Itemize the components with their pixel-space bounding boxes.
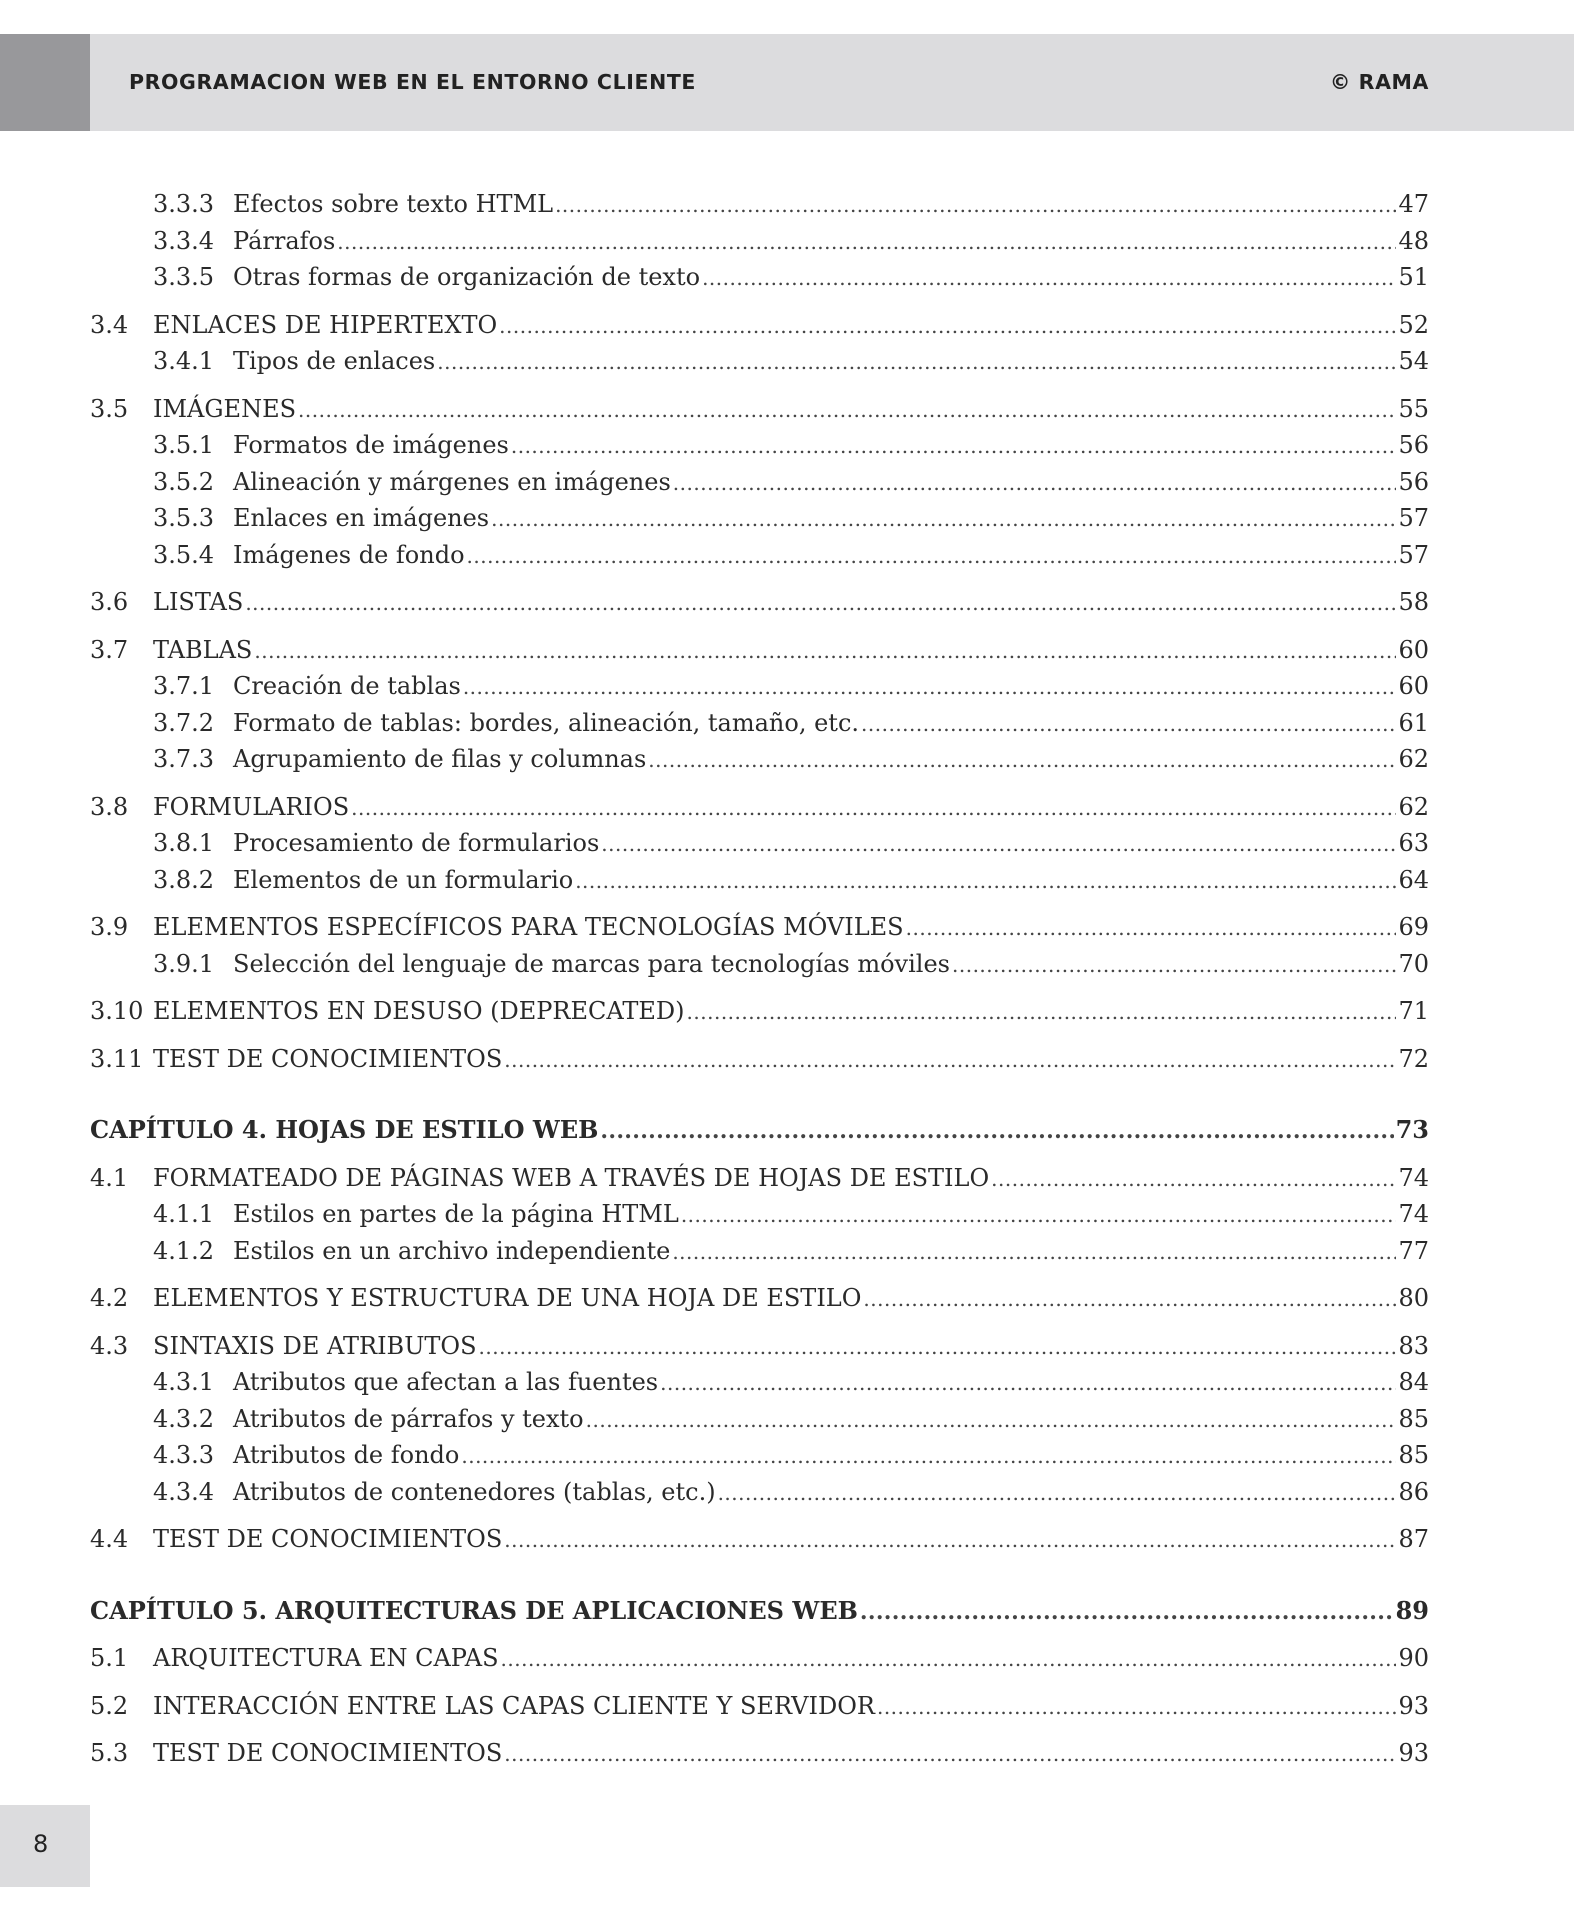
dot-leader <box>863 1281 1396 1318</box>
toc-entry[interactable] <box>90 632 1429 669</box>
toc-entry-title: ELEMENTOS EN DESUSO (DEPRECATED) <box>153 997 685 1025</box>
dot-leader <box>681 1197 1397 1234</box>
dot-leader <box>861 706 1396 743</box>
toc-entry-page: 87 <box>1398 1525 1429 1553</box>
dot-leader <box>437 344 1396 381</box>
toc-entry[interactable] <box>90 1196 1429 1233</box>
toc-entry-title: ENLACES DE HIPERTEXTO <box>153 310 498 339</box>
toc-entry-number: 3.3.5 <box>153 263 215 291</box>
toc-entry-number: 3.7.1 <box>153 672 215 700</box>
toc-entry-page: 51 <box>1398 263 1429 291</box>
toc-entry-title: Agrupamiento de filas y columnas <box>233 745 647 773</box>
toc-entry-number: 4.3.1 <box>153 1368 215 1396</box>
toc-entry[interactable] <box>90 1401 1429 1438</box>
dot-leader <box>511 428 1397 465</box>
toc-entry[interactable] <box>90 1688 1429 1725</box>
toc-entry-page: 60 <box>1398 672 1429 700</box>
toc-entry[interactable] <box>90 307 1429 344</box>
toc-entry[interactable] <box>90 223 1429 260</box>
toc-entry-title: FORMULARIOS <box>153 792 350 821</box>
toc-entry[interactable] <box>90 259 1429 296</box>
publisher-mark: © RAMA <box>1329 70 1429 94</box>
dot-leader <box>906 910 1397 947</box>
toc-entry-page: 58 <box>1398 588 1429 616</box>
dot-leader <box>600 1113 1393 1150</box>
toc-entry-number: 3.5.2 <box>153 467 215 496</box>
toc-entry-title: Formatos de imágenes <box>233 431 509 459</box>
toc-entry[interactable] <box>90 1041 1429 1078</box>
toc-entry-page: 62 <box>1398 792 1429 821</box>
dot-leader <box>672 1234 1396 1271</box>
dot-leader <box>337 224 1396 261</box>
toc-entry-title: TEST DE CONOCIMIENTOS <box>153 1739 503 1767</box>
dot-leader <box>463 669 1397 706</box>
dot-leader <box>601 826 1396 863</box>
toc-entry-title: Alineación y márgenes en imágenes <box>233 467 671 496</box>
dot-leader <box>298 392 1396 429</box>
toc-chapter-entry[interactable] <box>90 1593 1429 1630</box>
toc-entry-number: 3.5.4 <box>153 540 215 569</box>
toc-entry-number: 3.8 <box>90 792 129 821</box>
toc-entry-number: 3.5.3 <box>153 504 215 532</box>
toc-entry-number: 4.1.1 <box>153 1200 215 1228</box>
toc-entry-title: Atributos que afectan a las fuentes <box>233 1368 659 1396</box>
toc-entry-title: TEST DE CONOCIMIENTOS <box>153 1044 503 1073</box>
toc-entry-number: 4.1 <box>90 1163 129 1192</box>
toc-entry[interactable] <box>90 1233 1429 1270</box>
toc-entry-page: 63 <box>1398 829 1429 857</box>
toc-entry[interactable] <box>90 1328 1429 1365</box>
toc-entry-page: 69 <box>1398 913 1429 941</box>
toc-entry[interactable] <box>90 862 1429 899</box>
toc-entry[interactable] <box>90 705 1429 742</box>
toc-entry-page: 56 <box>1398 431 1429 459</box>
toc-entry[interactable] <box>90 1735 1429 1772</box>
toc-entry[interactable] <box>90 825 1429 862</box>
toc-entry-number: 4.3.2 <box>153 1404 215 1433</box>
toc-entry-number: 3.8.2 <box>153 865 215 894</box>
toc-entry-page: 60 <box>1398 635 1429 664</box>
toc-entry-title: Estilos en partes de la página HTML <box>233 1200 679 1228</box>
dot-leader <box>499 308 1396 345</box>
toc-entry-page: 71 <box>1398 997 1429 1025</box>
toc-entry-title: LISTAS <box>153 588 244 616</box>
toc-entry[interactable] <box>90 789 1429 826</box>
toc-entry[interactable] <box>90 1364 1429 1401</box>
dot-leader <box>479 1329 1397 1366</box>
toc-entry-number: 3.7.3 <box>153 745 215 773</box>
toc-entry-number: 3.7 <box>90 635 129 664</box>
toc-entry-page: 54 <box>1398 347 1429 375</box>
toc-entry-number: 3.5.1 <box>153 431 215 459</box>
dot-leader <box>702 260 1396 297</box>
toc-entry-title: Atributos de fondo <box>233 1441 460 1469</box>
toc-entry-number: 3.3.4 <box>153 226 215 255</box>
dot-leader <box>555 187 1396 224</box>
toc-entry[interactable] <box>90 668 1429 705</box>
dot-leader <box>660 1365 1396 1402</box>
toc-entry-title: Efectos sobre texto HTML <box>233 190 554 218</box>
toc-entry-page: 57 <box>1398 540 1429 569</box>
table-of-contents <box>90 186 1429 1772</box>
toc-entry-title: Otras formas de organización de texto <box>233 263 701 291</box>
dot-leader <box>351 790 1396 827</box>
toc-chapter-title: CAPÍTULO 4. HOJAS DE ESTILO WEB <box>90 1115 599 1144</box>
dot-leader <box>467 538 1397 575</box>
toc-entry-title: IMÁGENES <box>153 394 297 423</box>
toc-entry-number: 3.11 <box>90 1044 144 1073</box>
running-header <box>0 34 1574 131</box>
toc-entry-title: Estilos en un archivo independiente <box>233 1236 671 1265</box>
toc-entry-number: 4.3.3 <box>153 1441 215 1469</box>
toc-entry-title: ELEMENTOS ESPECÍFICOS PARA TECNOLOGÍAS MÓVILES <box>153 913 904 941</box>
dot-leader <box>491 501 1396 538</box>
dot-leader <box>504 1042 1396 1079</box>
toc-entry[interactable] <box>90 1640 1429 1677</box>
toc-entry-page: 85 <box>1398 1404 1429 1433</box>
toc-entry-page: 86 <box>1398 1477 1429 1506</box>
dot-leader <box>245 585 1396 622</box>
dot-leader <box>586 1402 1397 1439</box>
toc-entry-page: 57 <box>1398 504 1429 532</box>
dot-leader <box>952 947 1396 984</box>
toc-entry-page: 85 <box>1398 1441 1429 1469</box>
toc-chapter-title: CAPÍTULO 5. ARQUITECTURAS DE APLICACIONES WEB <box>90 1595 858 1625</box>
toc-entry-number: 5.1 <box>90 1644 129 1672</box>
dot-leader <box>860 1594 1394 1631</box>
toc-entry-title: Creación de tablas <box>233 672 461 700</box>
toc-entry-page: 56 <box>1398 467 1429 496</box>
toc-entry-title: TEST DE CONOCIMIENTOS <box>153 1525 503 1553</box>
toc-entry-page: 93 <box>1398 1691 1429 1720</box>
toc-entry-title: Selección del lenguaje de marcas para tecnologías móviles <box>233 949 950 978</box>
toc-entry-title: Párrafos <box>233 226 336 255</box>
toc-entry[interactable] <box>90 1280 1429 1317</box>
toc-entry[interactable] <box>90 500 1429 537</box>
book-title: PROGRAMACION WEB EN EL ENTORNO CLIENTE <box>129 70 697 94</box>
toc-entry-page: 90 <box>1398 1644 1429 1672</box>
toc-entry-title: SINTAXIS DE ATRIBUTOS <box>153 1331 477 1360</box>
toc-entry-number: 3.4.1 <box>153 347 215 375</box>
toc-entry-page: 84 <box>1398 1368 1429 1396</box>
toc-entry[interactable] <box>90 186 1429 223</box>
toc-entry-number: 3.8.1 <box>153 829 215 857</box>
toc-entry-number: 3.6 <box>90 588 129 616</box>
dot-leader <box>718 1475 1397 1512</box>
toc-entry-title: Procesamiento de formularios <box>233 829 600 857</box>
toc-entry-number: 4.1.2 <box>153 1236 215 1265</box>
toc-chapter-entry[interactable] <box>90 1112 1429 1149</box>
dot-leader <box>877 1689 1396 1726</box>
toc-entry-number: 5.3 <box>90 1739 129 1767</box>
toc-entry-page: 80 <box>1398 1284 1429 1312</box>
toc-entry-page: 64 <box>1398 865 1429 894</box>
toc-entry-page: 93 <box>1398 1739 1429 1767</box>
toc-entry[interactable] <box>90 427 1429 464</box>
toc-entry[interactable] <box>90 1474 1429 1511</box>
toc-entry[interactable] <box>90 1160 1429 1197</box>
toc-entry-title: Elementos de un formulario <box>233 865 574 894</box>
toc-entry[interactable] <box>90 1521 1429 1558</box>
dot-leader <box>991 1161 1396 1198</box>
toc-entry[interactable] <box>90 993 1429 1030</box>
dot-leader <box>648 742 1396 779</box>
toc-entry-title: INTERACCIÓN ENTRE LAS CAPAS CLIENTE Y SERVIDOR <box>153 1691 875 1720</box>
toc-entry[interactable] <box>90 909 1429 946</box>
toc-entry-title: Enlaces en imágenes <box>233 504 490 532</box>
toc-entry[interactable] <box>90 464 1429 501</box>
toc-entry-title: TABLAS <box>153 635 253 664</box>
toc-entry-page: 74 <box>1398 1200 1429 1228</box>
toc-entry-page: 48 <box>1398 226 1429 255</box>
toc-entry-page: 70 <box>1398 949 1429 978</box>
toc-entry-page: 62 <box>1398 745 1429 773</box>
toc-entry-title: Imágenes de fondo <box>233 540 465 569</box>
toc-entry-number: 3.3.3 <box>153 190 215 218</box>
dot-leader <box>254 633 1396 670</box>
toc-entry-page: 89 <box>1395 1595 1429 1625</box>
toc-entry-number: 3.9.1 <box>153 949 215 978</box>
dot-leader <box>504 1522 1396 1559</box>
dot-leader <box>461 1438 1396 1475</box>
toc-entry-title: Tipos de enlaces <box>233 347 436 375</box>
toc-entry[interactable] <box>90 391 1429 428</box>
dot-leader <box>673 465 1397 502</box>
toc-entry-number: 3.9 <box>90 913 129 941</box>
toc-entry-number: 3.7.2 <box>153 708 215 737</box>
toc-entry-page: 77 <box>1398 1236 1429 1265</box>
toc-entry[interactable] <box>90 741 1429 778</box>
toc-entry-title: Atributos de contenedores (tablas, etc.) <box>233 1477 716 1506</box>
toc-entry-page: 61 <box>1398 708 1429 737</box>
toc-entry[interactable] <box>90 584 1429 621</box>
page-number: 8 <box>33 1830 49 1858</box>
toc-entry-title: FORMATEADO DE PÁGINAS WEB A TRAVÉS DE HOJAS DE ESTILO <box>153 1163 990 1192</box>
toc-entry-page: 73 <box>1395 1115 1429 1144</box>
toc-entry-page: 52 <box>1398 310 1429 339</box>
toc-entry-page: 74 <box>1398 1163 1429 1192</box>
toc-entry-number: 4.4 <box>90 1525 129 1553</box>
toc-entry-number: 3.10 <box>90 997 144 1025</box>
toc-entry[interactable] <box>90 946 1429 983</box>
dot-leader <box>575 863 1396 900</box>
toc-entry[interactable] <box>90 1437 1429 1474</box>
dot-leader <box>501 1641 1397 1678</box>
toc-entry-number: 4.3 <box>90 1331 129 1360</box>
toc-entry[interactable] <box>90 537 1429 574</box>
toc-entry-number: 3.4 <box>90 310 129 339</box>
header-corner-tab <box>0 34 90 131</box>
toc-entry-number: 5.2 <box>90 1691 129 1720</box>
toc-entry-page: 55 <box>1398 394 1429 423</box>
toc-entry-page: 72 <box>1398 1044 1429 1073</box>
toc-entry-title: Formato de tablas: bordes, alineación, tamaño, etc. <box>233 708 860 737</box>
toc-entry-title: ARQUITECTURA EN CAPAS <box>153 1644 499 1672</box>
dot-leader <box>687 994 1397 1031</box>
toc-entry-number: 3.5 <box>90 394 129 423</box>
dot-leader <box>504 1736 1396 1773</box>
toc-entry-title: Atributos de párrafos y texto <box>233 1404 584 1433</box>
toc-entry-title: ELEMENTOS Y ESTRUCTURA DE UNA HOJA DE ESTILO <box>153 1284 862 1312</box>
toc-entry[interactable] <box>90 343 1429 380</box>
toc-entry-page: 83 <box>1398 1331 1429 1360</box>
toc-entry-number: 4.2 <box>90 1284 129 1312</box>
toc-entry-number: 4.3.4 <box>153 1477 215 1506</box>
toc-entry-page: 47 <box>1398 190 1429 218</box>
